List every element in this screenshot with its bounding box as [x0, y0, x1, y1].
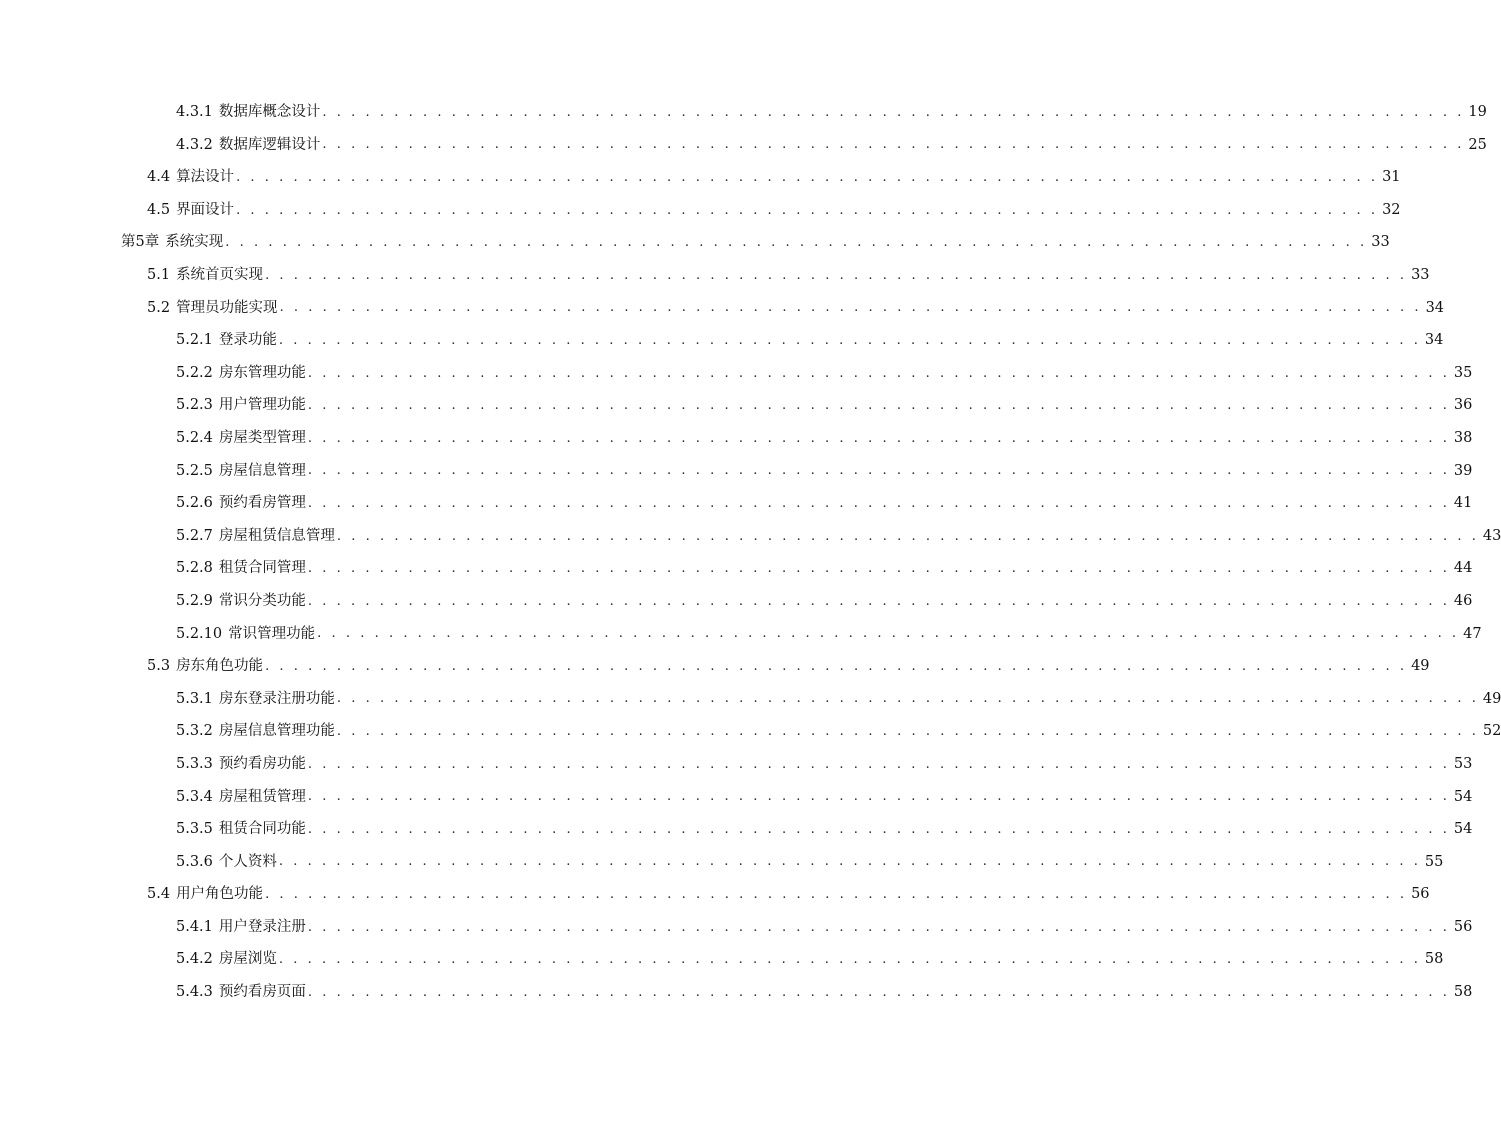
- toc-entry-page-number: 25: [1468, 136, 1487, 153]
- toc-entry-number: 5.1: [147, 267, 171, 284]
- toc-entry-page-number: 31: [1382, 169, 1401, 186]
- toc-entry-number: 4.3.1: [176, 104, 213, 121]
- toc-entry[interactable]: [0, 650, 1430, 683]
- toc-entry-title: 系统实现: [165, 234, 224, 251]
- toc-entry[interactable]: [0, 292, 1445, 325]
- toc-entry-number: 5.2.3: [176, 397, 213, 414]
- dot-leader: . . . . . . . . . . . . . . . . . . . . . . . . . . . . . . . . . . . . . . . . . . . . . . . . . . . . . . . . . . . . . . . . . . . . . . . . . . . . . . . .: [236, 202, 1379, 218]
- toc-entry-number: 5.2: [147, 299, 171, 316]
- toc-entry-number: 5.2.10: [176, 625, 223, 642]
- dot-leader: . . . . . . . . . . . . . . . . . . . . . . . . . . . . . . . . . . . . . . . . . . . . . . . . . . . . . . . . . . . . . . . . . . . . . . . . . . . . . . . .: [336, 528, 1479, 544]
- toc-entry-title: 房屋信息管理: [218, 462, 306, 479]
- toc-entry-title: 登录功能: [218, 332, 277, 349]
- toc-entry-number: 5.3.4: [176, 788, 213, 805]
- toc-entry-number: 5.4: [147, 886, 171, 903]
- toc-entry[interactable]: [0, 487, 1473, 520]
- dot-leader: . . . . . . . . . . . . . . . . . . . . . . . . . . . . . . . . . . . . . . . . . . . . . . . . . . . . . . . . . . . . . . . . . . . . . . . . . . . . . . . .: [265, 267, 1408, 283]
- toc-entry-title: 管理员功能实现: [176, 299, 278, 316]
- toc-entry-title: 租赁合同功能: [218, 821, 306, 838]
- dot-leader: . . . . . . . . . . . . . . . . . . . . . . . . . . . . . . . . . . . . . . . . . . . . . . . . . . . . . . . . . . . . . . . . . . . . . . . . . . . . . . . .: [307, 919, 1450, 935]
- dot-leader: . . . . . . . . . . . . . . . . . . . . . . . . . . . . . . . . . . . . . . . . . . . . . . . . . . . . . . . . . . . . . . . . . . . . . . . . . . . . . . . .: [336, 724, 1479, 740]
- toc-entry-title: 个人资料: [218, 853, 277, 870]
- dot-leader: . . . . . . . . . . . . . . . . . . . . . . . . . . . . . . . . . . . . . . . . . . . . . . . . . . . . . . . . . . . . . . . . . . . . . . . . . . . . . . . .: [279, 300, 1422, 316]
- toc-entry-number: 5.4.1: [176, 918, 213, 935]
- dot-leader: . . . . . . . . . . . . . . . . . . . . . . . . . . . . . . . . . . . . . . . . . . . . . . . . . . . . . . . . . . . . . . . . . . . . . . . . . . . . . . . .: [307, 789, 1450, 805]
- toc-entry-page-number: 58: [1453, 984, 1473, 1001]
- dot-leader: . . . . . . . . . . . . . . . . . . . . . . . . . . . . . . . . . . . . . . . . . . . . . . . . . . . . . . . . . . . . . . . . . . . . . . . . . . . . . . . .: [336, 691, 1479, 707]
- dot-leader: . . . . . . . . . . . . . . . . . . . . . . . . . . . . . . . . . . . . . . . . . . . . . . . . . . . . . . . . . . . . . . . . . . . . . . . . . . . . . . . .: [236, 169, 1379, 185]
- toc-entry-page-number: 43: [1482, 527, 1501, 544]
- toc-entry-page-number: 35: [1453, 364, 1473, 381]
- dot-leader: . . . . . . . . . . . . . . . . . . . . . . . . . . . . . . . . . . . . . . . . . . . . . . . . . . . . . . . . . . . . . . . . . . . . . . . . . . . . . . . .: [307, 756, 1450, 772]
- toc-entry-page-number: 49: [1411, 658, 1430, 675]
- toc-entry[interactable]: [0, 422, 1473, 455]
- toc-entry-title: 常识分类功能: [218, 592, 306, 609]
- toc-entry[interactable]: [0, 552, 1473, 585]
- toc-entry[interactable]: [0, 878, 1430, 911]
- toc-entry-title: 房东管理功能: [218, 364, 306, 381]
- dot-leader: . . . . . . . . . . . . . . . . . . . . . . . . . . . . . . . . . . . . . . . . . . . . . . . . . . . . . . . . . . . . . . . . . . . . . . . . . . . . . . . .: [307, 365, 1450, 381]
- toc-entry-title: 房屋类型管理: [218, 429, 306, 446]
- toc-entry-number: 5.4.2: [176, 951, 213, 968]
- toc-entry-page-number: 36: [1453, 397, 1473, 414]
- toc-entry-number: 第5章: [121, 234, 160, 251]
- dot-leader: . . . . . . . . . . . . . . . . . . . . . . . . . . . . . . . . . . . . . . . . . . . . . . . . . . . . . . . . . . . . . . . . . . . . . . . . . . . . . . . .: [307, 984, 1450, 1000]
- toc-entry-page-number: 33: [1411, 267, 1430, 284]
- toc-entry-title: 房东登录注册功能: [218, 690, 335, 707]
- toc-entry-title: 数据库逻辑设计: [218, 136, 321, 153]
- dot-leader: . . . . . . . . . . . . . . . . . . . . . . . . . . . . . . . . . . . . . . . . . . . . . . . . . . . . . . . . . . . . . . . . . . . . . . . . . . . . . . . .: [225, 235, 1368, 251]
- dot-leader: . . . . . . . . . . . . . . . . . . . . . . . . . . . . . . . . . . . . . . . . . . . . . . . . . . . . . . . . . . . . . . . . . . . . . . . . . . . . . . . .: [278, 332, 1421, 348]
- dot-leader: . . . . . . . . . . . . . . . . . . . . . . . . . . . . . . . . . . . . . . . . . . . . . . . . . . . . . . . . . . . . . . . . . . . . . . . . . . . . . . . .: [307, 561, 1450, 577]
- toc-entry-number: 5.2.9: [176, 592, 213, 609]
- toc-entry-page-number: 41: [1453, 495, 1473, 512]
- toc-entry-page-number: 44: [1453, 560, 1473, 577]
- toc-entry[interactable]: [0, 911, 1473, 944]
- dot-leader: . . . . . . . . . . . . . . . . . . . . . . . . . . . . . . . . . . . . . . . . . . . . . . . . . . . . . . . . . . . . . . . . . . . . . . . . . . . . . . . .: [265, 887, 1408, 903]
- toc-entry-title: 算法设计: [176, 169, 235, 186]
- toc-entry-page-number: 46: [1453, 592, 1473, 609]
- toc-entry-number: 4.4: [147, 169, 171, 186]
- toc-entry[interactable]: [0, 455, 1473, 488]
- dot-leader: . . . . . . . . . . . . . . . . . . . . . . . . . . . . . . . . . . . . . . . . . . . . . . . . . . . . . . . . . . . . . . . . . . . . . . . . . . . . . . . .: [307, 495, 1450, 511]
- toc-entry-title: 系统首页实现: [176, 267, 264, 284]
- toc-entry-page-number: 58: [1424, 951, 1444, 968]
- dot-leader: . . . . . . . . . . . . . . . . . . . . . . . . . . . . . . . . . . . . . . . . . . . . . . . . . . . . . . . . . . . . . . . . . . . . . . . . . . . . . . . .: [307, 398, 1450, 414]
- toc-entry-number: 5.2.2: [176, 364, 213, 381]
- toc-entry-title: 用户登录注册: [218, 918, 306, 935]
- toc-entry-number: 5.2.6: [176, 495, 213, 512]
- toc-entry-title: 预约看房页面: [218, 984, 306, 1001]
- toc-entry-page-number: 56: [1453, 918, 1473, 935]
- toc-entry[interactable]: [0, 226, 1390, 259]
- toc-entry[interactable]: [0, 357, 1473, 390]
- toc-entry[interactable]: [0, 389, 1473, 422]
- toc-entry[interactable]: [0, 259, 1430, 292]
- toc-entry-title: 用户角色功能: [176, 886, 264, 903]
- toc-entry-page-number: 33: [1371, 234, 1390, 251]
- toc-entry-title: 房屋信息管理功能: [218, 723, 335, 740]
- toc-entry-page-number: 39: [1453, 462, 1473, 479]
- toc-entry-number: 5.2.1: [176, 332, 213, 349]
- toc-entry-number: 5.3.2: [176, 723, 213, 740]
- dot-leader: . . . . . . . . . . . . . . . . . . . . . . . . . . . . . . . . . . . . . . . . . . . . . . . . . . . . . . . . . . . . . . . . . . . . . . . . . . . . . . . .: [307, 821, 1450, 837]
- toc-entry[interactable]: [0, 96, 1487, 129]
- toc-entry-title: 数据库概念设计: [218, 104, 321, 121]
- toc-entry[interactable]: [0, 943, 1444, 976]
- toc-entry-title: 预约看房功能: [218, 755, 306, 772]
- toc-entry[interactable]: [0, 194, 1401, 227]
- dot-leader: . . . . . . . . . . . . . . . . . . . . . . . . . . . . . . . . . . . . . . . . . . . . . . . . . . . . . . . . . . . . . . . . . . . . . . . . . . . . . . . .: [307, 593, 1450, 609]
- toc-entry[interactable]: [0, 715, 1501, 748]
- toc-entry-page-number: 49: [1482, 690, 1501, 707]
- dot-leader: . . . . . . . . . . . . . . . . . . . . . . . . . . . . . . . . . . . . . . . . . . . . . . . . . . . . . . . . . . . . . . . . . . . . . . . . . . . . . . . .: [307, 430, 1450, 446]
- toc-entry-title: 房屋租赁信息管理: [218, 527, 335, 544]
- dot-leader: . . . . . . . . . . . . . . . . . . . . . . . . . . . . . . . . . . . . . . . . . . . . . . . . . . . . . . . . . . . . . . . . . . . . . . . . . . . . . . . .: [322, 137, 1465, 153]
- toc-entry-title: 房东角色功能: [176, 658, 264, 675]
- toc-entry[interactable]: [0, 585, 1473, 618]
- toc-entry-page-number: 54: [1453, 821, 1473, 838]
- toc-entry-number: 5.3: [147, 658, 171, 675]
- toc-entry-page-number: 34: [1425, 299, 1445, 316]
- toc-entry-number: 5.3.5: [176, 821, 213, 838]
- toc-entry[interactable]: [0, 846, 1444, 879]
- toc-entry-number: 4.5: [147, 201, 171, 218]
- toc-entry-page-number: 34: [1424, 332, 1444, 349]
- toc-entry-page-number: 55: [1424, 853, 1444, 870]
- toc-entry-number: 4.3.2: [176, 136, 213, 153]
- toc-entry[interactable]: [0, 618, 1482, 651]
- toc-entry-number: 5.2.7: [176, 527, 213, 544]
- toc-entry-title: 用户管理功能: [218, 397, 306, 414]
- toc-entry[interactable]: [0, 748, 1473, 781]
- toc-entry[interactable]: [0, 780, 1473, 813]
- toc-entry[interactable]: [0, 813, 1473, 846]
- toc-entry-page-number: 54: [1453, 788, 1473, 805]
- toc-entry-page-number: 32: [1382, 201, 1401, 218]
- toc-entry-page-number: 38: [1453, 429, 1473, 446]
- toc-entry[interactable]: [0, 683, 1501, 716]
- toc-entry-title: 预约看房管理: [218, 495, 306, 512]
- dot-leader: . . . . . . . . . . . . . . . . . . . . . . . . . . . . . . . . . . . . . . . . . . . . . . . . . . . . . . . . . . . . . . . . . . . . . . . . . . . . . . . .: [278, 952, 1421, 968]
- toc-entry-title: 界面设计: [176, 201, 235, 218]
- dot-leader: . . . . . . . . . . . . . . . . . . . . . . . . . . . . . . . . . . . . . . . . . . . . . . . . . . . . . . . . . . . . . . . . . . . . . . . . . . . . . . . .: [322, 104, 1465, 120]
- dot-leader: . . . . . . . . . . . . . . . . . . . . . . . . . . . . . . . . . . . . . . . . . . . . . . . . . . . . . . . . . . . . . . . . . . . . . . . . . . . . . . . .: [278, 854, 1421, 870]
- toc-entry-page-number: 56: [1411, 886, 1430, 903]
- toc-entry-page-number: 53: [1453, 755, 1473, 772]
- toc-entry[interactable]: [0, 976, 1473, 1009]
- toc-entry-number: 5.2.5: [176, 462, 213, 479]
- toc-entry[interactable]: [0, 161, 1401, 194]
- dot-leader: . . . . . . . . . . . . . . . . . . . . . . . . . . . . . . . . . . . . . . . . . . . . . . . . . . . . . . . . . . . . . . . . . . . . . . . . . . . . . . . .: [317, 626, 1460, 642]
- table-of-contents: [0, 96, 1501, 1009]
- dot-leader: . . . . . . . . . . . . . . . . . . . . . . . . . . . . . . . . . . . . . . . . . . . . . . . . . . . . . . . . . . . . . . . . . . . . . . . . . . . . . . . .: [307, 463, 1450, 479]
- toc-entry-title: 房屋浏览: [218, 951, 277, 968]
- toc-entry-number: 5.4.3: [176, 984, 213, 1001]
- toc-entry-number: 5.3.6: [176, 853, 213, 870]
- toc-entry[interactable]: [0, 129, 1487, 162]
- toc-entry-page-number: 47: [1463, 625, 1482, 642]
- toc-entry-title: 租赁合同管理: [218, 560, 306, 577]
- toc-entry-number: 5.2.8: [176, 560, 213, 577]
- toc-entry[interactable]: [0, 324, 1444, 357]
- toc-entry-page-number: 19: [1468, 104, 1487, 121]
- toc-entry-number: 5.2.4: [176, 429, 213, 446]
- dot-leader: . . . . . . . . . . . . . . . . . . . . . . . . . . . . . . . . . . . . . . . . . . . . . . . . . . . . . . . . . . . . . . . . . . . . . . . . . . . . . . . .: [265, 658, 1408, 674]
- toc-entry-page-number: 52: [1482, 723, 1501, 740]
- toc-entry-title: 常识管理功能: [228, 625, 316, 642]
- toc-entry[interactable]: [0, 520, 1501, 553]
- toc-entry-number: 5.3.1: [176, 690, 213, 707]
- toc-entry-number: 5.3.3: [176, 755, 213, 772]
- toc-entry-title: 房屋租赁管理: [218, 788, 306, 805]
